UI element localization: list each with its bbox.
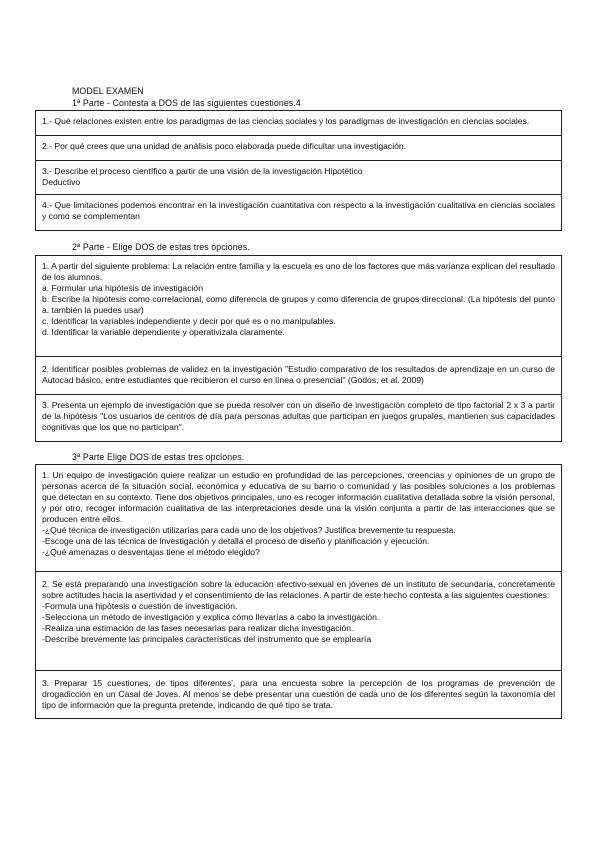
part3-question-2-bullet-3: -Realiza una estimación de las fases necesarias para realizar dicha investigación. xyxy=(42,623,354,633)
part1-question-2-text: 2.- Por qué crees que una unidad de análisis poco elaborada puede dificultar una investigación. xyxy=(42,141,407,151)
part1-question-1 xyxy=(35,110,562,136)
part3-heading: 3ª Parte Elige DOS de estas tres opciones. xyxy=(72,452,245,462)
part1-heading: 1ª Parte - Contesta a DOS de las siguientes cuestiones.4 xyxy=(72,98,301,108)
part1-question-2 xyxy=(35,136,562,161)
part1-question-3-line1: 3.- Describe el proceso científico a partir de una visión de la investigación Hipotético xyxy=(42,166,363,176)
part2-question-1-d: d. Identificar la variable dependiente y operativizala claramente. xyxy=(42,327,285,337)
part3-question-3-text: 3. Preparar 15 cuestiones, de tipos diferentes', para una encuesta sobre la percepción de los programas de prevención de drogadicción en un Casal de Joves. Al menos se debe presentar una cuestión de cada uno de los diferentes según la taxonomía del tipo de información que la pregunta pretende, indicando de qué tipo se trata. xyxy=(42,678,555,710)
part2-question-3 xyxy=(35,395,562,442)
part3-question-3 xyxy=(35,671,562,719)
part1-question-1-text: 1.- Qué relaciones existen entre los paradigmas de las ciencias sociales y los paradigmas de investigación en ciencias sociales. xyxy=(42,116,530,126)
part3-question-2-intro: 2. Se está preparando una investigación sobre la educación afectivo-sexual en jóvenes de un instituto de secundaria, concretamente sobre actitudes hacia la asertividad y el consentimiento de las relaciones. A partir de este hecho contesta a las siguientes cuestiones: xyxy=(42,579,555,600)
part2-question-2-text: 2. Identificar posibles problemas de validez en la investigación "Estudio comparativo de los resultados de aprendizaje en un curso de Autocad básico, entre estudiantes que recibieron el curso en línea o presencial" (Godos, et al. 2009) xyxy=(42,364,555,385)
part3-question-1-intro: 1. Un equipo de investigación quiere realizar un estudio en profundidad de las percepciones, creencias y opiniones de un grupo de personas acerca de la situación social, económica y educativa de su barrio o comunidad y las posibles soluciones a los problemas que detectan en su contexto. Tiene dos objetivos principales, uno es recoger información cualitativa detallada sobre la visión personal, y por otro, recoger información cualitativa de las interpretaciones desde una la visión conjunta a partir de las interacciones que se producen entre ellos. xyxy=(42,470,555,524)
part3-question-1 xyxy=(35,464,562,572)
part1-question-3 xyxy=(35,161,562,195)
part2-heading: 2ª Parte - Elige DOS de estas tres opciones. xyxy=(72,242,250,252)
part1-question-4 xyxy=(35,195,562,231)
part2-question-1 xyxy=(35,255,562,357)
part2-question-1-intro: 1. A partir del siguiente problema: La relación entre familia y la escuela es uno de los factores que más varianza explican del resultado de los alumnos. xyxy=(42,261,555,282)
part2-question-2 xyxy=(35,357,562,395)
part2-question-3-text: 3. Presenta un ejemplo de investigación que se pueda resolver con un diseño de investigación completo de tipo factorial 2 x 3 a partir de la hipótesis "Los usuarios de centros de día para personas adultas que participan en juegos grupales, mantienen sus capacidades cognitivas que los que no participan". xyxy=(42,400,555,432)
part1-question-3-line2: Deductivo xyxy=(42,177,81,187)
part2-question-1-c: c. Identificar la variables independiente y decir por qué es o no manipulables. xyxy=(42,316,336,326)
part3-question-2 xyxy=(35,572,562,671)
part3-question-2-bullet-2: -Selecciona un método de investigación y explica cómo llevarías a cabo la investigación. xyxy=(42,612,380,622)
part2-question-1-b: b. Escribe la hipótesis como correlacional, como diferencia de grupos y como diferencia de grupos direccional. (La hipótesis del punto a. también la puedes usar) xyxy=(42,294,555,315)
part3-question-2-bullet-4: -Describe brevemente las principales características del instrumento que se emplearía xyxy=(42,634,372,644)
part3-question-1-bullet-2: -Escoge una de las técnica de investigación y detalla el proceso de diseño y planificación y ejecución. xyxy=(42,536,430,546)
part3-question-2-bullet-1: -Formula una hipótesis o cuestión de investigación. xyxy=(42,601,238,611)
part1-question-4-text: 4.- Que limitaciones podemos encontrar en la investigación cuantitativa con respecto a la investigación cualitativa en ciencias sociales y como se complementan xyxy=(42,200,555,221)
part3-question-1-bullet-3: -¿Qué amenazas o desventajas tiene el método elegido? xyxy=(42,547,260,557)
part3-question-1-bullet-1: -¿Qué técnica de investigación utilizarías para cada uno de los objetivos? Justifica brevemente tu respuesta. xyxy=(42,525,456,535)
exam-title: MODEL EXAMEN xyxy=(72,86,144,96)
part2-question-1-a: a. Formular una hipótesis de investigación xyxy=(42,283,203,293)
